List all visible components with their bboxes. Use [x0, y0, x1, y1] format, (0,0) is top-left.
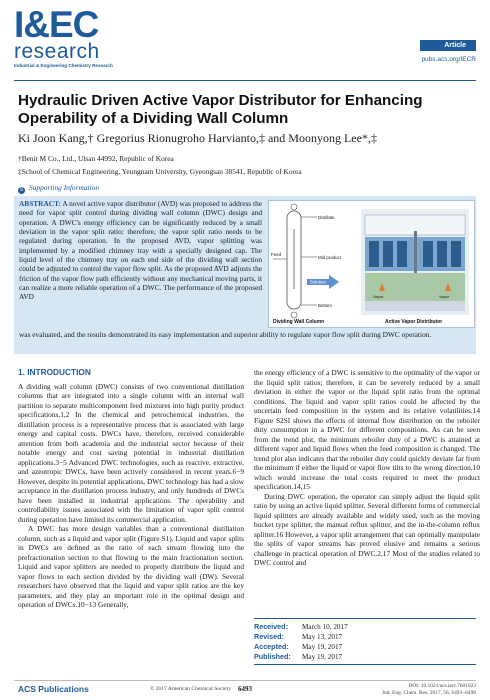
header-divider — [14, 80, 476, 81]
bottom-label: Bottom — [318, 303, 332, 308]
received-row — [254, 622, 476, 632]
intro-paragraph-2: A DWC has more design variables than a conventional distillation column, such as a liquid and vapor split (Figure S1). Liquid and vapor splits in DWCs are defined as the ratio of each stream flowing into the prefractionation section to that flowing to the main fractionation section. Liquid and vapor splitters are needed to properly distribute the liquid and vapor flows to each section divided by the dividing wall (DW). Several researchers have observed that the liquid and vapor split ratios are the key parameters, and they play an important role in the optimal design and operation of DWCs.10−13 Generally, — [18, 524, 244, 609]
revised-label: Revised: — [254, 632, 284, 641]
reboiler-icon — [291, 312, 297, 318]
page-number: 6493 — [238, 685, 252, 693]
received-label: Received: — [254, 622, 288, 631]
published-date: May 19, 2017 — [302, 653, 343, 661]
journal-logo — [14, 4, 134, 68]
condenser-icon — [291, 204, 297, 210]
doi-citation — [382, 683, 476, 697]
info-icon: S — [19, 187, 24, 193]
body-column-left — [18, 368, 244, 610]
revised-date: May 13, 2017 — [302, 633, 343, 641]
vapor-left-label: Vapor — [373, 294, 384, 299]
publication-dates — [254, 618, 476, 665]
abstract-body: A novel active vapor distributor (AVD) was proposed to address the need for vapor split control during dividing wall column (DWC) design and operation. A DWC's energy efficiency can be significantly reduced by a small deviation in the vapor split ratio; therefore, the vapor split ratio needs to be regulated during operation. In the proposed AVD, vapor splitting was implemented by a modified chimney tray with a specially designed cap. The liquid level of the chimney tray on each end side of the dividing wall section could be adjusted to control the vapor flow split. As the proposed AVD adjusts the friction of the vapor flow path efficiently without any mechanical moving parts, it can realize a more reliable operation of a DWC. The performance of the proposed AVD — [19, 199, 263, 302]
copyright-notice: © 2017 American Chemical Society — [150, 686, 231, 692]
received-date: March 10, 2017 — [302, 623, 348, 631]
journal-url-link[interactable]: pubs.acs.org/IECR — [421, 56, 476, 63]
footer-divider — [14, 680, 476, 681]
vapor-right-label: Vapor — [439, 294, 450, 299]
accepted-row — [254, 642, 476, 652]
author-list: Ki Joon Kang,† Gregorius Rionugroho Harvianto,‡ and Moonyong Lee*,‡ — [18, 131, 377, 145]
doi-link[interactable]: DOI: 10.1021/acs.iecr.7b01023 — [408, 683, 476, 689]
acs-publications-logo[interactable]: ACS Publications — [18, 684, 89, 694]
accepted-label: Accepted: — [254, 642, 289, 651]
body-column-right — [254, 368, 480, 568]
intro-paragraph-1: A dividing wall column (DWC) consists of two conventional distillation columns that are integrated into a single column with an internal wall partition to separate multicomponent feed mixtures into high purity product specifications.1,2 In the chemical and petrochemical industries, the distillation process is a representative process that is associated with large energy and capital costs. DWCs have, therefore, received considerable attention from both academia and the industrial sector because of their notable energy and cost saving potential in industrial distillation applications.3−5 Advanced DWC technologies, such as reactive, extractive, and azeotropic DWCs, have been actively considered in recent years.6−9 However, despite its potential applications, DWC technology has had a slow acceptance in the distillation process industry, and only hundreds of DWCs have been installed in industrial applications. The operability and controllability issues associated with the limitation of vapor split control during operation have limited its commercial application. — [18, 381, 244, 524]
distillate-label: Distillate — [318, 215, 335, 220]
published-label: Published: — [254, 652, 291, 661]
revised-row — [254, 632, 476, 642]
feed-label: Feed — [271, 252, 282, 257]
mid-product-label: Mid product — [318, 255, 341, 260]
journal-logo-tagline: Industrial & Engineering Chemistry Research — [14, 63, 113, 68]
abstract-text — [19, 199, 262, 302]
article-type-badge: Article — [420, 40, 476, 51]
toc-diagram — [269, 201, 474, 327]
abstract-label: ABSTRACT: — [19, 199, 61, 208]
citation-line: Ind. Eng. Chem. Res. 2017, 56, 6493−6498 — [382, 690, 476, 696]
abstract-tail-text: was evaluated, and the results demonstrated its easy implementation and superior ability to regulate vapor flow split during DWC operation. — [19, 330, 432, 339]
toc-graphic — [268, 200, 475, 328]
affiliation-2: ‡School of Chemical Engineering, Yeungnam University, Gyeongsan 38541, Republic of Korea — [18, 167, 302, 176]
supporting-information-link[interactable] — [18, 183, 99, 194]
supporting-information-label: Supporting Information — [29, 183, 100, 192]
accepted-date: May 19, 2017 — [302, 643, 343, 651]
solution-label: Solution — [310, 279, 326, 285]
article-title: Hydraulic Driven Active Vapor Distributor for Enhancing Operability of a Dividing Wall Column — [18, 92, 423, 127]
avd-caption: Active Vapor Distributor — [385, 319, 443, 325]
section-heading-introduction: 1. INTRODUCTION — [18, 367, 91, 377]
dwc-caption: Dividing Wall Column — [273, 319, 325, 325]
journal-logo-main: I&EC — [14, 4, 99, 45]
intro-paragraph-4: During DWC operation, the operator can simply adjust the liquid split ratio by using an active liquid splitter. Several different forms of commercial liquid splitters are already available and widely used, such as the moving bucket type splitter, the manual reflux splitter, and the in-the-column reflux splitter.16 However, a vapor split arrangement that can optimally manipulate the splits of vapor streams has proved elusive and remains a serious challenge in practical operation of DWC.2,17 Most of the studies related to DWC control and — [254, 491, 480, 567]
published-row — [254, 652, 476, 662]
intro-paragraph-3: the energy efficiency of a DWC is sensitive to the optimality of the vapor or the liquid split ratios; therefore, it can be severely reduced by a small deviation in either the vapor or the liquid split ratio from the optimal conditions. The liquid and vapor split ratios could be affected by the uncertain feed composition in the system and its relative volatilities.14 Figure S2SI shows the effects of internal flow distribution on the reboiler duty consumption in a DWC for different compositions. As can be seen from the trend plot, the minimum reboiler duty of a DWC is attained at different vapor and liquid flows when the feed composition is changed. The trend plot also indicates that the reboiler duty could quickly deviate far from the minimum if either the liquid or vapor flow tilts to the wrong direction,10 which would increase the total costs required to meet the product specification.14,15 — [254, 368, 480, 491]
journal-logo-sub: research — [14, 40, 100, 63]
affiliation-1: †Benit M Co., Ltd., Ulsan 44992, Republic of Korea — [18, 154, 174, 163]
